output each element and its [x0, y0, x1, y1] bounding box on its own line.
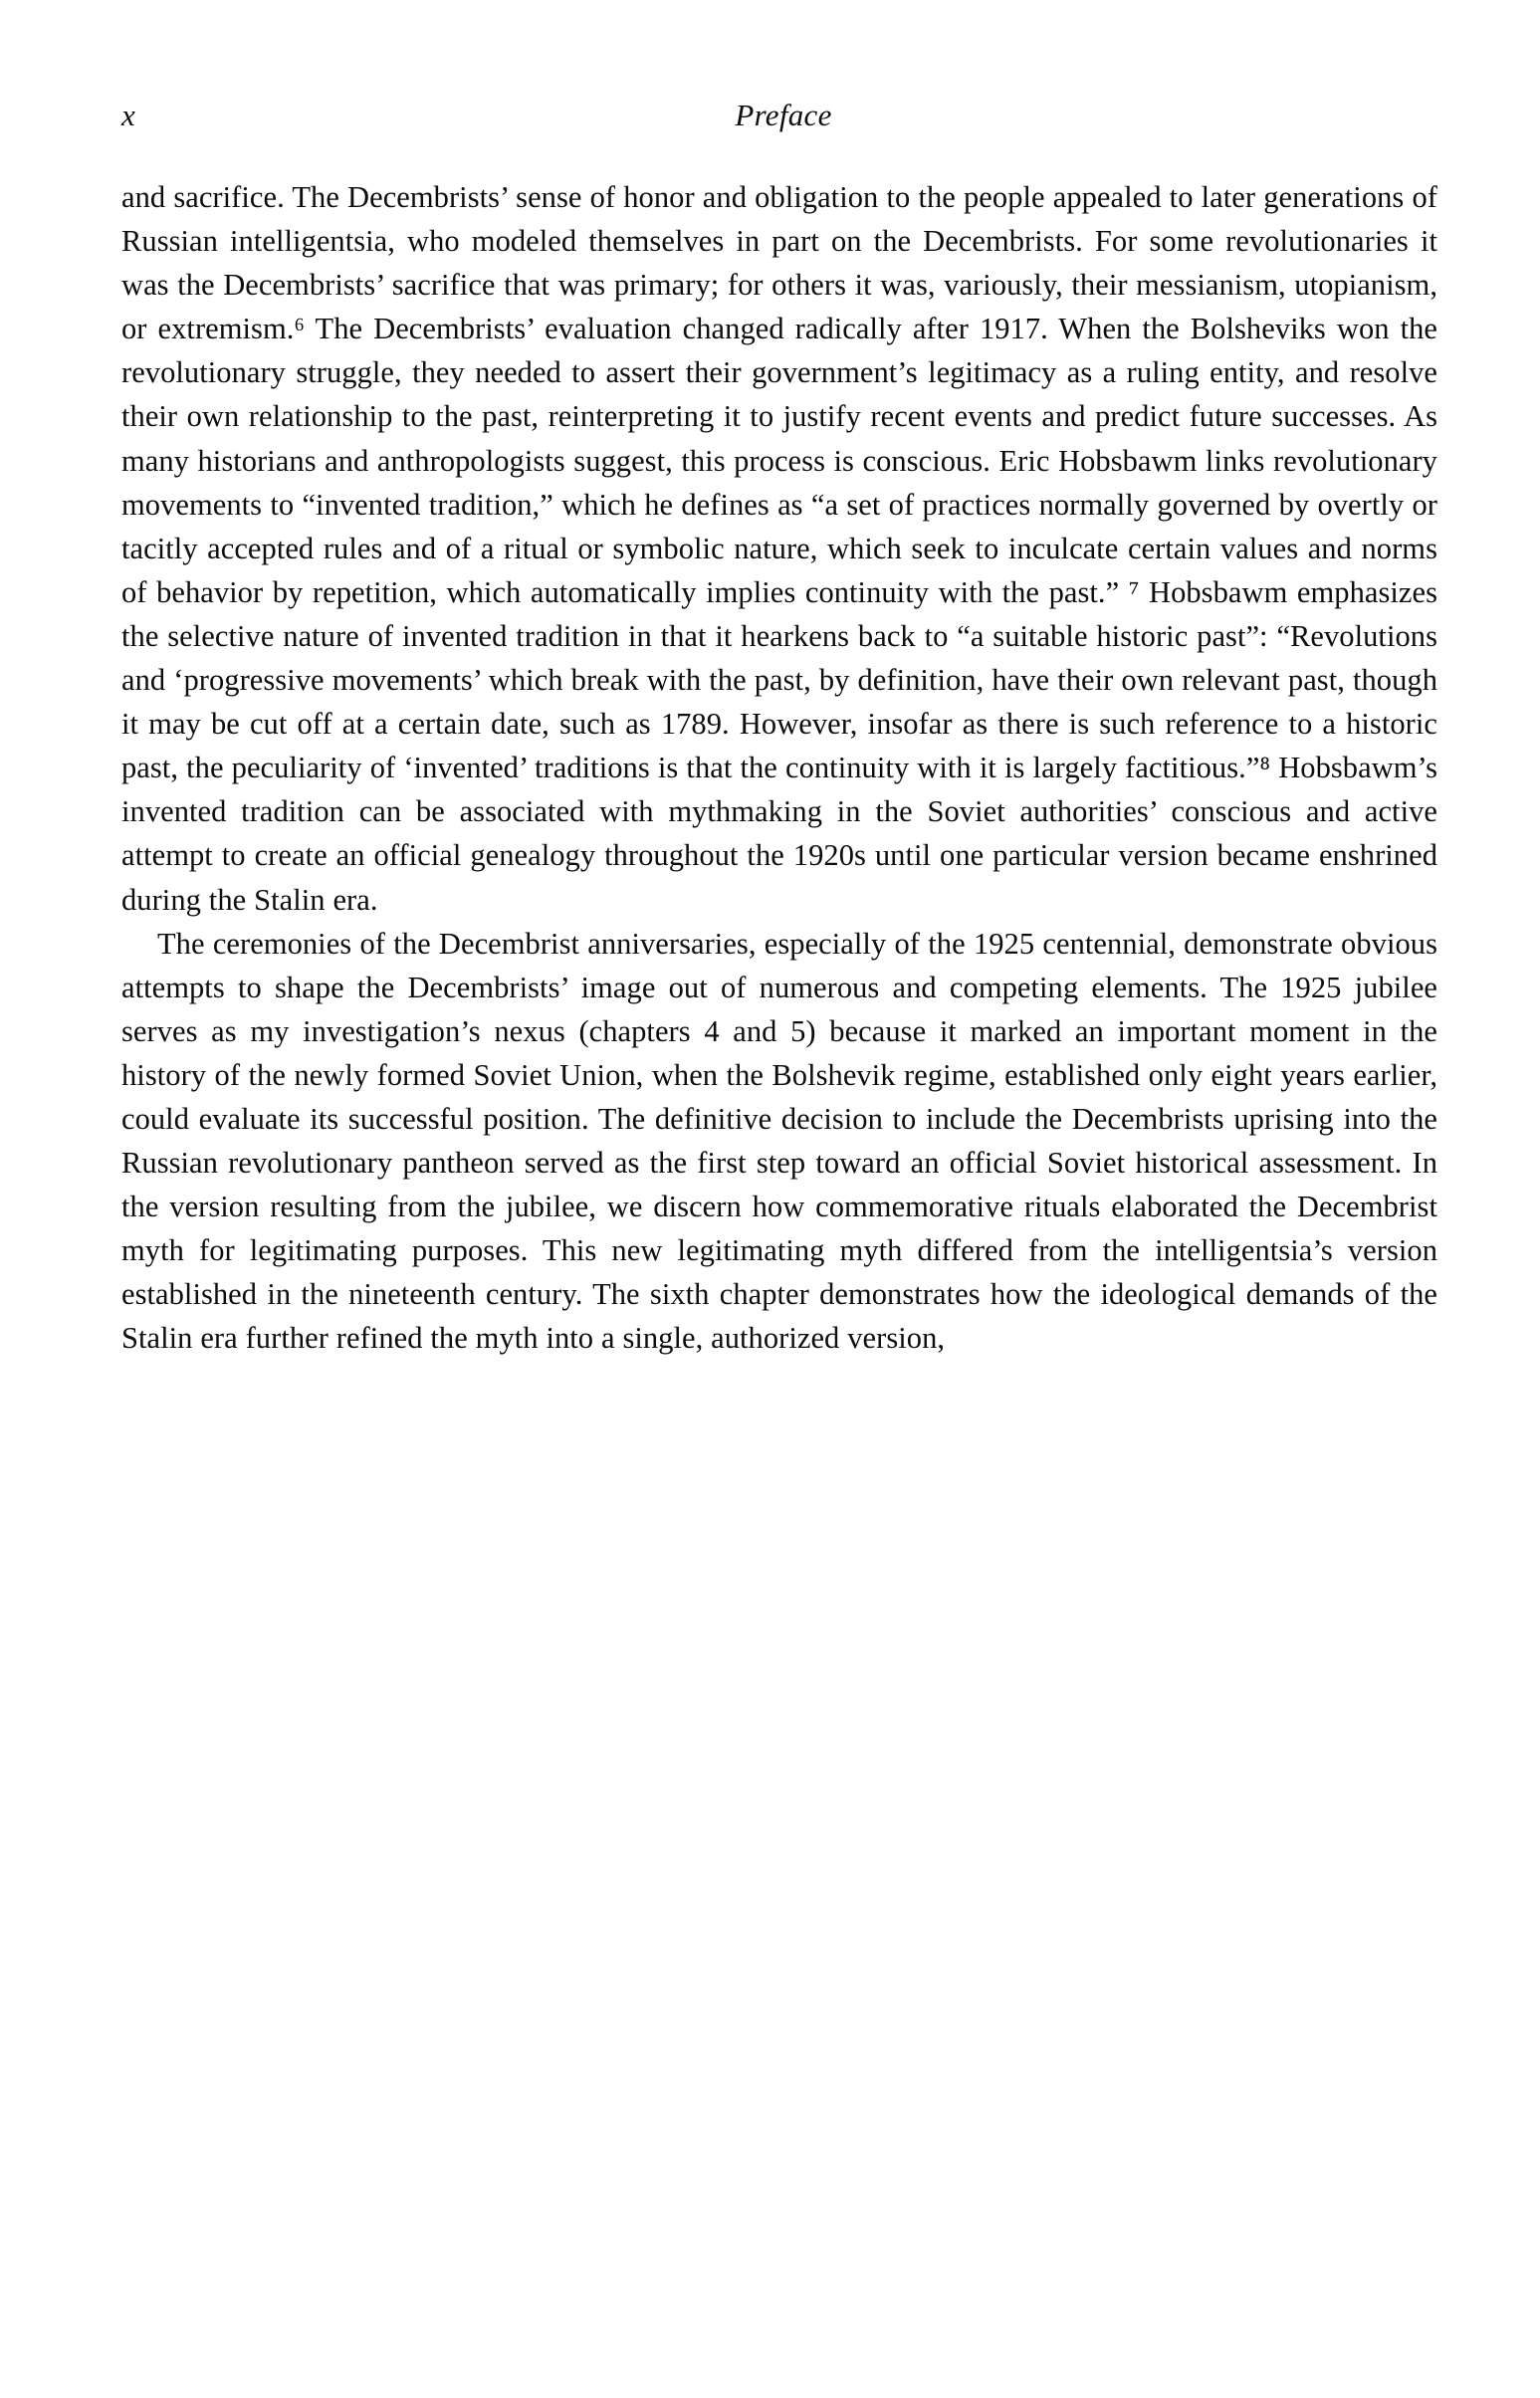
running-head-title: Preface [735, 98, 832, 132]
paragraph-2: The ceremonies of the Decembrist anniversaries, especially of the 1925 centennial, demonstrate obvious attempts to shape the Decembrists’ image out of numerous and competing elements. The 1925 jubilee serves as my investigation’s nexus (chapters 4 and 5) because it marked an important moment in the history of the newly formed Soviet Union, when the Bolshevik regime, established only eight years earlier, could evaluate its successful position. The definitive decision to include the Decembrists uprising into the Russian revolutionary pantheon served as the first step toward an official Soviet historical assessment. In the version resulting from the jubilee, we discern how commemorative rituals elaborated the Decembrist myth for legitimating purposes. This new legitimating myth differed from the intelligentsia’s version established in the nineteenth century. The sixth chapter demonstrates how the ideological demands of the Stalin era further refined the myth into a single, authorized version, [121, 926, 1437, 1356]
body-text [121, 175, 1437, 1361]
page-number: x [121, 98, 135, 132]
running-head [121, 96, 1445, 135]
paragraph-continued: and sacrifice. The Decembrists’ sense of honor and obligation to the people appealed to later generations of Russian intelligentsia, who modeled themselves in part on the Decembrists. For some revolutionaries it was the Decembrists’ sacrifice that was primary; for others it was, variously, their messianism, utopianism, or extremism.⁶ The Decembrists’ evaluation changed radically after 1917. When the Bolsheviks won the revolutionary struggle, they needed to assert their government’s legitimacy as a ruling entity, and resolve their own relationship to the past, reinterpreting it to justify recent events and predict future successes. As many historians and anthropologists suggest, this process is conscious. Eric Hobsbawm links revolutionary movements to “invented tradition,” which he defines as “a set of practices normally governed by overtly or tacitly accepted rules and of a ritual or symbolic nature, which seek to inculcate certain values and norms of behavior by repetition, which automatically implies continuity with the past.” ⁷ Hobsbawm emphasizes the selective nature of invented tradition in that it hearkens back to “a suitable historic past”: “Revolutions and ‘progressive movements’ which break with the past, by definition, have their own relevant past, though it may be cut off at a certain date, such as 1789. However, insofar as there is such reference to a historic past, the peculiarity of ‘invented’ traditions is that the continuity with it is largely factitious.”⁸ Hobsbawm’s invented tradition can be associated with mythmaking in the Soviet authorities’ conscious and active attempt to create an official genealogy throughout the 1920s until one particular version became enshrined during the Stalin era. [121, 180, 1437, 917]
